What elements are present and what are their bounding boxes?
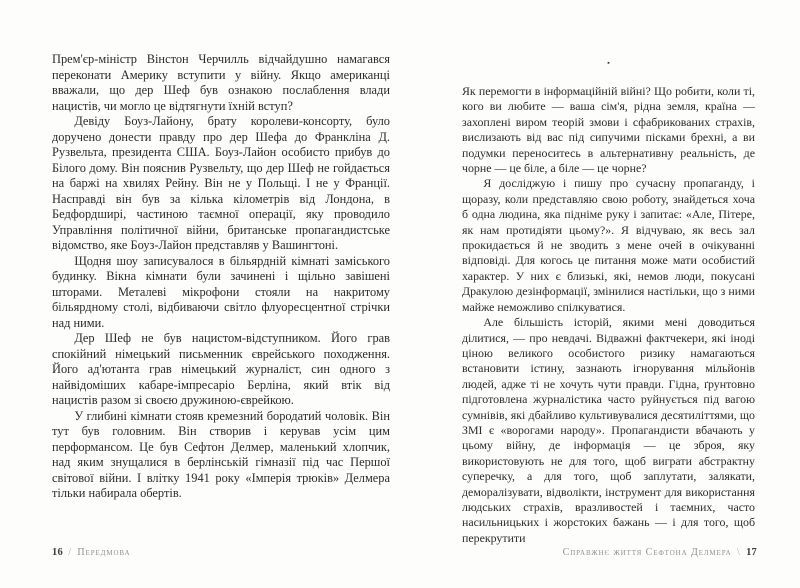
paragraph: Як перемогти в інформаційній війні? Що робити, коли ті, кого ви любите — ваша сім'я, рідна земля, країна — захоплені виром теорій змови і сфабрикованих страхів, вислизають від вас під сипучими пісками брехні, а ви подумки переноситесь в альтернативну реальність, де чорне — це біле, а біле — це чорне?	[462, 84, 755, 176]
right-page-footer	[563, 547, 757, 558]
left-page-text-column	[52, 52, 390, 502]
chapter-title: Передмова	[77, 547, 131, 558]
footer-separator: /	[68, 547, 72, 558]
paragraph: Я досліджую і пишу про сучасну пропаганду, і щоразу, коли представляю свою роботу, знайдеться хоча б одна людина, яка підніме руку і запитає: «Але, Пітере, як нам протидіяти цьому?». Я відчуваю, як весь зал прокидається й не зводить з мене очей в очікуванні відповіді. Для когось це питання може мати особистий характер. У них є близькі, які, немов люди, покусані Дракулою дезінформації, змінилися настільки, що з ними майже неможливо спілкуватися.	[462, 176, 755, 314]
running-title: Справжнє життя Сефтона Делмера	[562, 547, 732, 558]
paragraph: Прем'єр-міністр Вінстон Черчилль відчайдушно намагався переконати Америку вступити у війну. Якщо американці вважали, що дер Шеф був ознакою послаблення влади нацистів, чи могло це відтягнути їхній вступ?	[52, 52, 390, 113]
section-separator-ornament: ▪	[607, 59, 610, 67]
paragraph: Дер Шеф не був нацистом-відступником. Його грав спокійний німецький письменник єврейського походження. Його ад'ютанта грав німецький журналіст, син одного з найвідоміших кабаре-імпресаріо Берліна, який втік від нацистів разом зі своєю дружиною-єврейкою.	[52, 331, 390, 407]
left-page-number: 16	[52, 547, 63, 558]
right-page-number: 17	[746, 547, 757, 558]
paragraph: Але більшість історій, якими мені доводиться ділитися, — про невдачі. Відважні фактчекери, які іноді ціною великого особистого ризику намагаються встановити істину, зазнають ігнорування мільйонів людей, адже ті не хочуть чути правди. Гідна, ґрунтовно підготовлена журналістика часто руйнується під вагою сумнівів, які дбайливо культивувалися десятиліттями, що ЗМІ є «ворогами народу». Пропагандисти вбачають у цьому війну, де інформація — це зброя, яку використовують не для того, щоб виграти абстрактну суперечку, а для того, щоб заплутати, залякати, деморалізувати, відволікти, інструмент для використання людських страхів, вразливостей і таємних, часто насильницьких і жорстоких бажань — і для того, щоб перекрутити	[462, 315, 755, 545]
right-page-text-column	[462, 84, 755, 546]
paragraph: У глибині кімнати стояв кремезний бородатий чоловік. Він тут був головним. Він створив і керував усім цим перформансом. Це був Сефтон Делмер, маленький хлопчик, над яким знущалися в берлінській гімназії під час Першої світової війни. І влітку 1941 року «Імперія трюків» Делмера тільки набирала обертів.	[52, 408, 390, 500]
paragraph: Девіду Боуз-Лайону, брату королеви-консорту, було доручено донести правду про дер Шефа до Франкліна Д. Рузвельта, президента США. Боуз-Лайон особисто прибув до Білого дому. Він пояснив Рузвельту, що дер Шеф не гойдається на баржі на хвилях Рейну. Він не у Польщі. І не у Франції. Насправді він був за кілька кілометрів від Лондона, в Бедфордширі, частиною таємної операції, яку проводило Управління політичної війни, британське пропагандистське відомство, яке Боуз-Лайон представляв у Вашингтоні.	[52, 114, 390, 252]
footer-separator: \	[737, 547, 741, 558]
paragraph: Щодня шоу записувалося в більярдній кімнаті заміського будинку. Вікна кімнати були зачинені і щільно завішені шторами. Металеві мікрофони стояли на накритому більярдному столі, відбиваючи світло флуоресцентної стрічки над ними.	[52, 253, 390, 330]
left-page-footer	[52, 547, 131, 558]
